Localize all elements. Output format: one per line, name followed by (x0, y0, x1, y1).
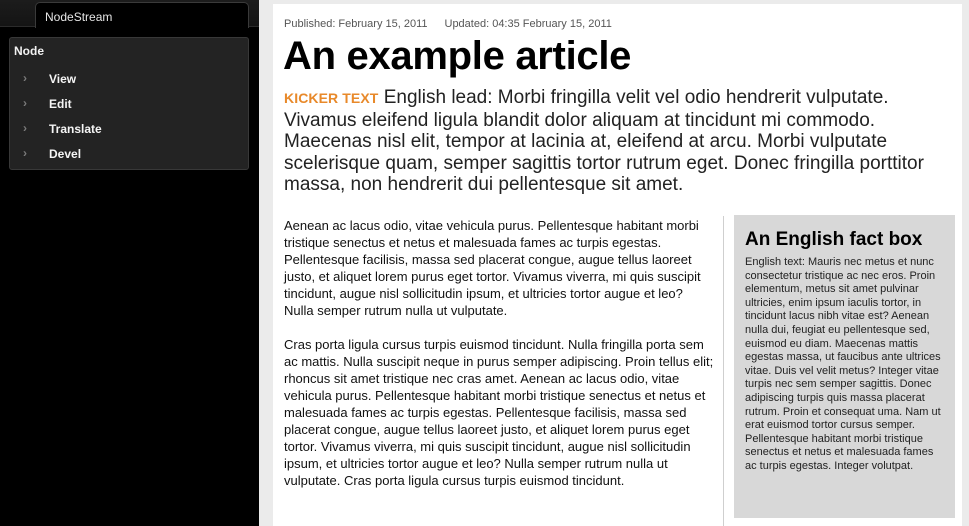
menu-item-label: View (49, 72, 77, 86)
chevron-right-icon: › (23, 71, 27, 85)
body-paragraph: Cras porta ligula cursus turpis euismod tincidunt. Nulla fringilla porta sem ac mattis. Nulla suscipit neque in purus semper adipiscing. Proin tellus elit; rhoncus sit amet tristique nec cras amet. Aenean ac lacus odio, vitae vehicula purus. Pellentesque habitant morbi tristique senectus et netus et malesuada fames ac turpis egestas. Pellentesque facilisis, massa sed placerat congue, augue tellus laoreet justo, et aliquet lorem purus eget tortor. Vivamus viverra, mi quis suscipit tincidunt, augue nisl sollicitudin ipsum, et ultricies tortor augue et leo? Nulla semper rutrum nulla ut vulputate. Cras porta ligula cursus turpis euismod tincidunt. (284, 337, 714, 488)
node-menu (10, 70, 248, 170)
sidebar-tab-bar (0, 0, 259, 27)
article-body (284, 217, 716, 506)
body-paragraph: Aenean ac lacus odio, vitae vehicula purus. Pellentesque habitant morbi tristique senectus et netus et malesuada fames ac turpis egestas. Pellentesque facilisis, massa sed placerat congue, augue tellus laoreet justo, et aliquet lorem purus eget tortor. Vivamus viverra, mi quis suscipit tincidunt, augue nisl sollicitudin ipsum, et ultricies tortor augue et leo? Nulla semper rutrum nulla ut vulputate. (284, 218, 701, 318)
panel-title: Node (14, 44, 44, 58)
column-divider (723, 216, 724, 526)
fact-box (734, 215, 955, 518)
menu-item-label: Devel (49, 147, 82, 161)
fact-box-title: An English fact box (745, 229, 923, 250)
menu-item-devel[interactable] (10, 145, 248, 170)
article-meta (284, 18, 612, 30)
article (273, 4, 962, 526)
chevron-right-icon: › (23, 121, 27, 135)
menu-item-label: Edit (49, 97, 72, 111)
chevron-right-icon: › (23, 146, 27, 160)
menu-item-edit[interactable] (10, 95, 248, 120)
article-lead (284, 87, 944, 196)
article-title: An example article (283, 34, 632, 78)
menu-item-translate[interactable] (10, 120, 248, 145)
lead-text: English lead: Morbi fringilla velit vel odio hendrerit vulputate. Vivamus eleifend ligula blandit dolor aliquam at tincidunt mi commodo. Maecenas nisl elit, tempor at lacinia at, eleifend at arcu. Morbi vulputate scelerisque quam, semper sagittis tortor rutrum eget. Donec fringilla porttitor massa, non hendrerit dui pellentesque sit amet. (284, 87, 924, 196)
published-date: Published: February 15, 2011 (284, 18, 428, 30)
node-panel (9, 37, 249, 170)
chevron-right-icon: › (23, 96, 27, 110)
content-area (259, 0, 969, 526)
fact-box-text: English text: Mauris nec metus et nunc consectetur tristique ac nec eros. Proin elementum, metus sit amet pulvinar ultricies, enim ipsum iaculis tortor, in tincidunt lacus nibh vitae est? Aenean nulla dui, feugiat eu pellentesque sed, euismod eu diam. Maecenas mattis egestas massa, ut faucibus ante ultrices vitae. Duis vel velit metus? Integer vitae turpis nec sem semper sagittis. Donec adipiscing turpis quis massa placerat rutrum. Proin et consequat uma. Nam ut erat euismod tortor cursus semper. Pellentesque habitant morbi tristique senectus et netus et malesuada fames ac turpis egestas. Integer volutpat. (745, 256, 941, 472)
tab-nodestream[interactable]: NodeStream (35, 2, 249, 28)
menu-item-view[interactable] (10, 70, 248, 95)
kicker-text: KICKER TEXT (284, 90, 379, 106)
menu-item-label: Translate (49, 122, 102, 136)
sidebar (0, 0, 259, 526)
updated-date: Updated: 04:35 February 15, 2011 (444, 18, 612, 30)
